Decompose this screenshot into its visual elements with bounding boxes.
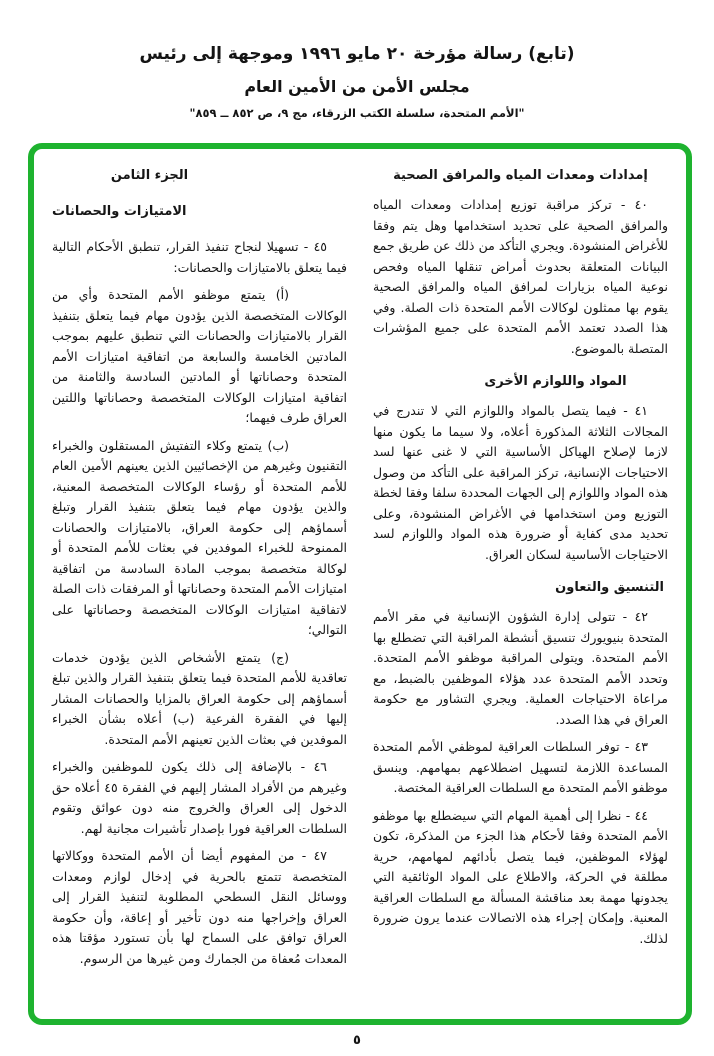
paragraph-40: ٤٠ - تركز مراقبة توزيع إمدادات ومعدات المياه والمرافق الصحية على تحديد استخدامها وهل يتم وفقا للأغراض المنشودة. ويجري التأكد من ذلك عن طريق جمع البيانات المتعلقة بحدوث أمراض تنقلها المياه وفحص نوعية المياه بزيارات لمرافق المياه والمرافق الصحية يقوم بها ممثلون لوكالات الأمم المتحدة ذات الصلة. وفي هذا الصدد تعتمد الأمم المتحدة على جميع المؤشرات المتصلة بالموضوع. xyxy=(373,197,668,356)
green-content-frame xyxy=(28,143,692,1025)
two-column-layout xyxy=(52,163,668,1019)
paragraph-45: ٤٥ - تسهيلا لنجاح تنفيذ القرار، تنطبق الأحكام التالية فيما يتعلق بالامتيازات والحصانات: xyxy=(52,239,347,275)
paragraph-45-item-c: (ج) يتمتع الأشخاص الذين يؤدون خدمات تعاقدية للأمم المتحدة فيما يتعلق بتنفيذ القرار والذين تبلغ أسماؤهم إلى حكومة العراق بالمزايا والحصانات المشار إليها في الفقرة الفرعية (ب) أعلاه بشأن الخبراء الموفدين في بعثات الذين تعينهم الأمم المتحدة. xyxy=(52,649,347,747)
section-heading-privileges-immunities: الامتيازات والحصانات xyxy=(52,204,187,219)
section-heading-part-eight: الجزء الثامن xyxy=(110,168,189,183)
header-title-line-2: مجلس الأمن من الأمين العام xyxy=(244,77,470,96)
paragraph-41: ٤١ - فيما يتصل بالمواد واللوازم التي لا تندرج في المجالات الثلاثة المذكورة أعلاه، ولا سيما ما يكون منها لازما لإصلاح الهياكل الأساسية التي لا غنى عنها لسد الاحتياجات الإنسانية، تركز المراقبة على التأكد من وصول هذه المواد واللوازم إلى الجهات المحددة سلفا وفقا لخطة التوزيع ومن استخدامها في الأغراض المنشودة، وعلى تحديد مدى كفاية أو ضرورة هذه المواد واللوازم لسد الاحتياجات الأساسية لسكان العراق. xyxy=(373,403,668,562)
header-title-line-1: (تابع) رسالة مؤرخة ٢٠ مايو ١٩٩٦ وموجهة إلى رئيس xyxy=(139,44,575,64)
section-heading-coordination: التنسيق والتعاون xyxy=(555,580,664,595)
page-number: ٥ xyxy=(353,1033,361,1048)
column-left xyxy=(52,163,347,1019)
header-source-citation: "الأمم المتحدة، سلسلة الكتب الزرقاء، مج ٩، ص ٨٥٢ ــ ٨٥٩" xyxy=(189,106,525,120)
paragraph-46: ٤٦ - بالإضافة إلى ذلك يكون للموظفين والخبراء وغيرهم من الأفراد المشار إليهم في الفقرة ٤٥ أعلاه حق الدخول إلى العراق والخروج منه دون عوائق وتقوم السلطات العراقية فورا بإصدار تأشيرات مجانية لهم. xyxy=(52,759,347,836)
section-heading-other-materials: المواد واللوازم الأخرى xyxy=(484,374,627,389)
paragraph-45-item-a: (أ) يتمتع موظفو الأمم المتحدة وأي من الوكالات المتخصصة الذين يؤدون مهام فيما يتعلق بتنفيذ القرار بالامتيازات والحصانات التي تنطبق عليهم بموجب المادتين الخامسة والسابعة من اتفاقية امتيازات الأمم المتحدة وحصاناتها أو المادتين السادسة والثامنة من اتفاقية امتيازات الوكالات المتخصصة وحصاناتها واللتين العراق طرف فيهما؛ xyxy=(52,287,347,425)
document-header xyxy=(0,42,714,121)
paragraph-42: ٤٢ - تتولى إدارة الشؤون الإنسانية في مقر الأمم المتحدة بنيويورك تنسيق أنشطة المراقبة التي تضطلع بها الأمم المتحدة. ويتولى المراقبة موظفو الأمم المتحدة. وتحدد الأمم المتحدة عدد هؤلاء الموظفين بالضبط، مع مراعاة الاحتياجات العملية. ويجري التشاور مع حكومة العراق في هذا الصدد. xyxy=(373,609,668,727)
section-heading-water-sanitation: إمدادات ومعدات المياه والمرافق الصحية xyxy=(393,168,648,183)
column-right xyxy=(373,163,668,1019)
paragraph-43: ٤٣ - توفر السلطات العراقية لموظفي الأمم المتحدة المساعدة اللازمة لتسهيل اضطلاعهم بمهامهم. وينسق موظفو الأمم المتحدة مع السلطات العراقية المختصة. xyxy=(373,739,668,795)
paragraph-45-item-b: (ب) يتمتع وكلاء التفتيش المستقلون والخبراء التقنيون وغيرهم من الإخصائيين الذين يعينهم الأمين العام للأمم المتحدة أو رؤساء الوكالات المتخصصة المعنية، والذين يؤدون مهام فيما يتعلق بتنفيذ القرار وتبلغ أسماؤهم إلى حكومة العراق، بالامتيازات والحصانات الممنوحة للخبراء الموفدين في بعثات للأمم المتحدة أو لوكالة متخصصة بموجب المادة السادسة من اتفاقية امتيازات الأمم المتحدة وحصاناتها أو المرفقات ذات الصلة لاتفاقية امتيازات الوكالات المتخصصة وحصاناتها على التوالي؛ xyxy=(52,437,347,637)
paragraph-44: ٤٤ - نظرا إلى أهمية المهام التي سيضطلع بها موظفو الأمم المتحدة وفقا لأحكام هذا الجزء من المذكرة، تكون لهؤلاء الموظفين، فيما يتصل بأدائهم لمهامهم، حرية مطلقة في الحركة، والاطلاع على المواد الوثائقية التي يجدونها مهمة بعد مناقشة المسألة مع السلطات العراقية المعنية. وإمكان إجراء هذه الاتصالات عندما يرون ضرورة لذلك. xyxy=(373,807,668,946)
paragraph-47: ٤٧ - من المفهوم أيضا أن الأمم المتحدة ووكالاتها المتخصصة تتمتع بالحرية في إدخال لوازم ومعدات ووسائل النقل السطحي المطلوبة لتنفيذ القرار إلى العراق وإخراجها منه دون تأخير أو إعاقة، وأن حكومة العراق توافق على السماح لها بأن تستورد مؤقتا هذه المعدات مُعفاة من الجمارك ومن غيرها من الرسوم. xyxy=(52,848,347,966)
